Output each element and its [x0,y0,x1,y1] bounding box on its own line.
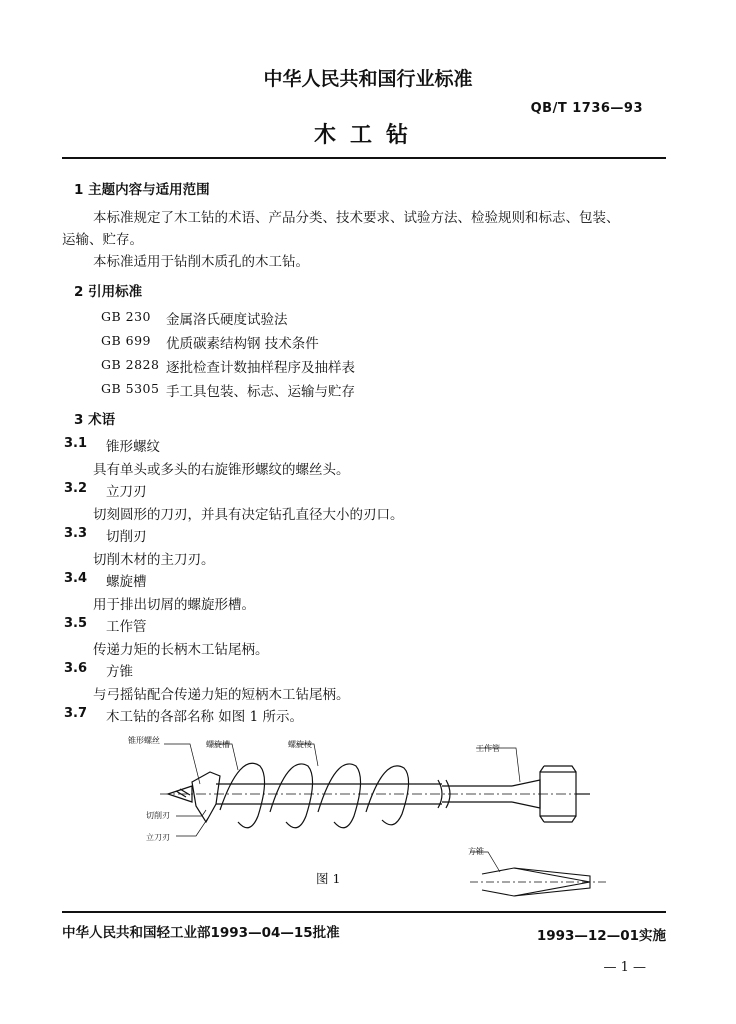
term-name: 螺旋槽 [106,574,147,590]
ref-title: 优质碳素结构钢 技术条件 [166,336,319,352]
approval-date: 中华人民共和国轻工业部1993—04—15批准 [62,925,340,941]
term-name: 方锥 [106,664,133,680]
term-number: 3.7 [64,706,88,721]
term-number: 3.5 [64,616,88,631]
document-title: 木工钻 [313,123,422,148]
ref-title: 逐批检查计数抽样程序及抽样表 [166,360,355,376]
ref-code: GB 2828 [101,357,160,372]
label-cutting-edge: 切削刃 [146,811,170,820]
term-number: 3.4 [64,571,88,586]
term-name: 锥形螺纹 [106,439,160,455]
term-definition: 切削木材的主刀刃。 [93,552,215,568]
section-3-heading: 3 术语 [74,412,116,428]
term-name: 立刀刃 [106,484,147,500]
label-vertical-edge: 立刀刃 [146,833,170,842]
term-number: 3.3 [64,526,88,541]
figure-caption: 图 1 [316,871,341,886]
term-3-7-text: 木工钻的各部名称 如图 1 所示。 [106,709,303,725]
term-name: 工作管 [106,619,147,635]
label-square-taper: 方锥 [468,847,484,856]
term-definition: 切刻圆形的刀刃，并具有决定钻孔直径大小的刃口。 [93,507,404,523]
ref-code: GB 230 [101,309,152,324]
label-spiral-groove: 螺旋槽 [206,740,230,749]
section-2-heading: 2 引用标准 [74,284,143,300]
label-cone-thread: 锥形螺丝 [128,736,160,745]
section-1-para2: 本标准适用于钻削木质孔的木工钻。 [93,254,309,270]
ref-title: 金属洛氏硬度试验法 [166,312,288,328]
auger-bit-figure [120,732,600,852]
standard-category-title: 中华人民共和国行业标准 [263,68,473,90]
ref-code: GB 5305 [101,381,160,396]
standard-code: QB/T 1736—93 [530,101,643,116]
header-rule [62,157,666,159]
footer-rule [62,911,666,913]
term-definition: 用于排出切屑的螺旋形槽。 [93,597,255,613]
section-1-para1-line1: 本标准规定了木工钻的术语、产品分类、技术要求、试验方法、检验规则和标志、包装、 [93,210,620,226]
term-definition: 具有单头或多头的右旋锥形螺纹的螺丝头。 [93,462,350,478]
square-taper-figure [470,848,610,898]
term-number: 3.6 [64,661,88,676]
implementation-date: 1993—12—01实施 [536,928,666,944]
label-spiral-edge: 螺旋棱 [288,740,312,749]
term-name: 切削刃 [106,529,147,545]
section-1-heading: 1 主题内容与适用范围 [74,182,210,198]
ref-code: GB 699 [101,333,152,348]
term-definition: 与弓摇钻配合传递力矩的短柄木工钻尾柄。 [93,687,350,703]
term-number: 3.1 [64,436,88,451]
ref-title: 手工具包装、标志、运输与贮存 [166,384,355,400]
term-definition: 传递力矩的长柄木工钻尾柄。 [93,642,269,658]
page-number: — 1 — [603,960,646,975]
label-working-tube: 工作管 [476,744,500,753]
section-1-para1-line2: 运输、贮存。 [62,232,143,248]
term-number: 3.2 [64,481,88,496]
